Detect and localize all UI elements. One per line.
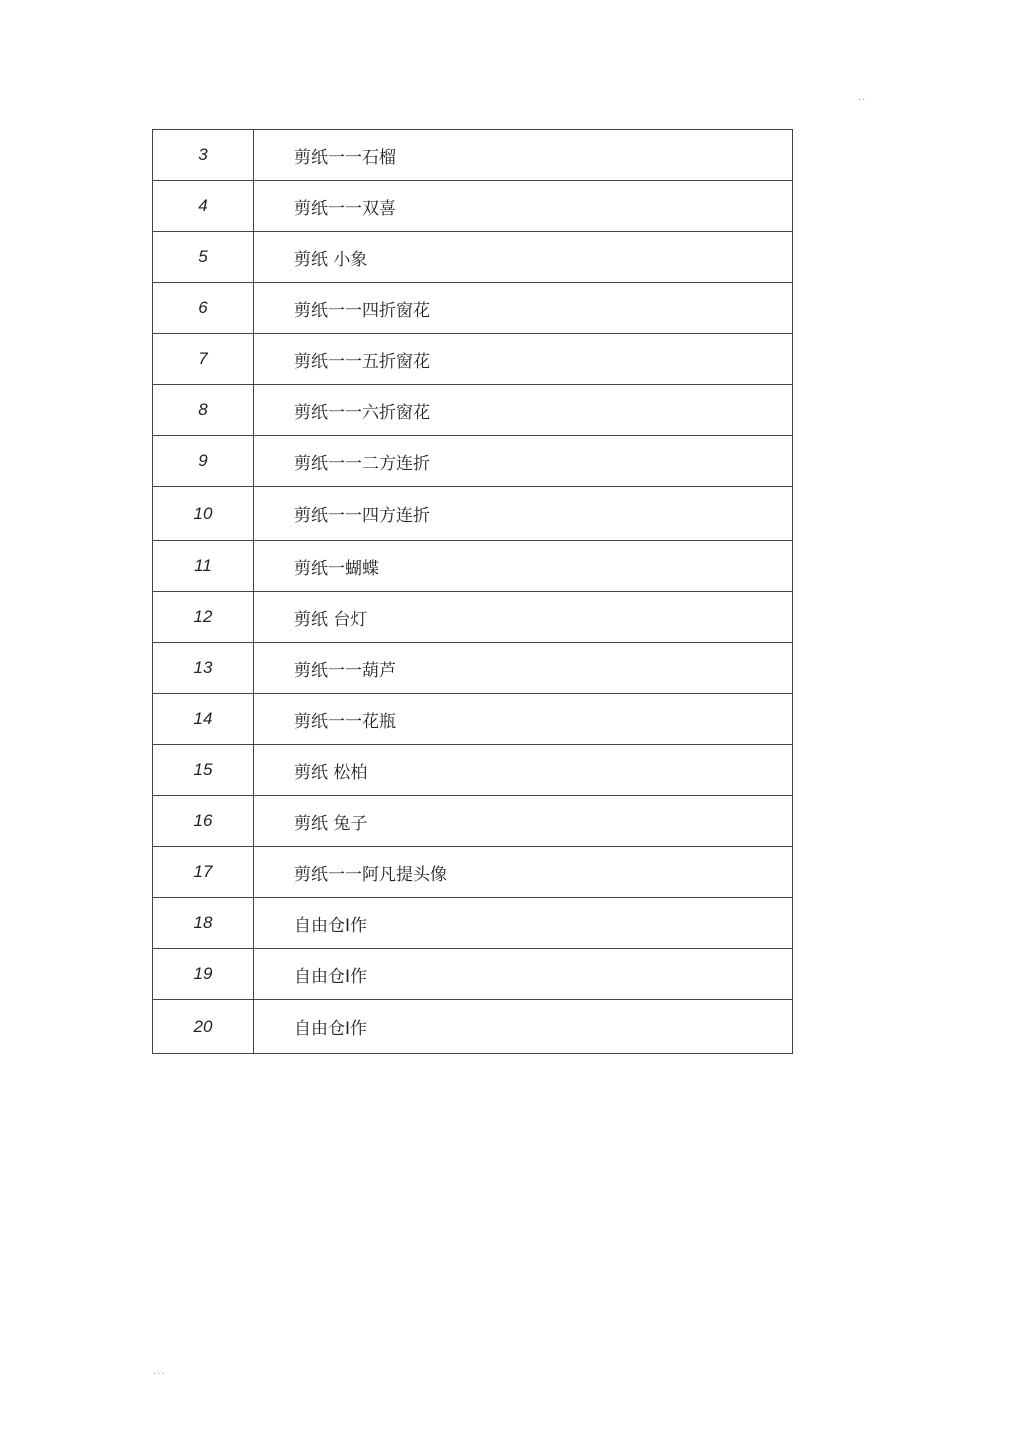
table-row [153, 130, 793, 181]
lesson-number: 4 [153, 181, 254, 232]
lesson-number: 14 [153, 694, 254, 745]
lesson-number: 17 [153, 847, 254, 898]
table-row [153, 643, 793, 694]
lesson-number: 9 [153, 436, 254, 487]
table-row [153, 898, 793, 949]
lesson-title: 自由仓I作 [254, 1000, 793, 1054]
table-row [153, 847, 793, 898]
table-row [153, 796, 793, 847]
lesson-table [152, 129, 793, 1054]
lesson-title: 剪纸一一四折窗花 [254, 283, 793, 334]
table-row [153, 694, 793, 745]
lesson-title: 剪纸一一五折窗花 [254, 334, 793, 385]
lesson-number: 5 [153, 232, 254, 283]
lesson-title: 剪纸一一四方连折 [254, 487, 793, 541]
lesson-title: 剪纸一一六折窗花 [254, 385, 793, 436]
lesson-title: 剪纸 台灯 [254, 592, 793, 643]
lesson-number: 7 [153, 334, 254, 385]
lesson-number: 10 [153, 487, 254, 541]
lesson-number: 13 [153, 643, 254, 694]
lesson-title: 剪纸 松柏 [254, 745, 793, 796]
lesson-number: 18 [153, 898, 254, 949]
lesson-number: 12 [153, 592, 254, 643]
page-corner-mark-bottom: ... [153, 1366, 166, 1377]
lesson-title: 剪纸一一双喜 [254, 181, 793, 232]
table-row [153, 283, 793, 334]
lesson-title: 剪纸一一阿凡提头像 [254, 847, 793, 898]
table-row [153, 592, 793, 643]
lesson-number: 16 [153, 796, 254, 847]
lesson-title: 剪纸一一二方连折 [254, 436, 793, 487]
table-row [153, 487, 793, 541]
table-row [153, 232, 793, 283]
page-corner-mark-top: .. [858, 92, 867, 103]
table-row [153, 949, 793, 1000]
table-row [153, 385, 793, 436]
table-row [153, 334, 793, 385]
table-row [153, 436, 793, 487]
table-row [153, 745, 793, 796]
lesson-number: 8 [153, 385, 254, 436]
lesson-title: 剪纸一一葫芦 [254, 643, 793, 694]
lesson-title: 剪纸一蝴蝶 [254, 541, 793, 592]
lesson-title: 自由仓I作 [254, 949, 793, 1000]
lesson-number: 15 [153, 745, 254, 796]
lesson-title: 剪纸 兔子 [254, 796, 793, 847]
table-row [153, 181, 793, 232]
lesson-title: 剪纸一一花瓶 [254, 694, 793, 745]
lesson-title: 自由仓I作 [254, 898, 793, 949]
lesson-number: 3 [153, 130, 254, 181]
lesson-number: 19 [153, 949, 254, 1000]
lesson-number: 11 [153, 541, 254, 592]
table-row [153, 541, 793, 592]
lesson-number: 6 [153, 283, 254, 334]
lesson-title: 剪纸一一石榴 [254, 130, 793, 181]
lesson-number: 20 [153, 1000, 254, 1054]
table-row [153, 1000, 793, 1054]
lesson-title: 剪纸 小象 [254, 232, 793, 283]
